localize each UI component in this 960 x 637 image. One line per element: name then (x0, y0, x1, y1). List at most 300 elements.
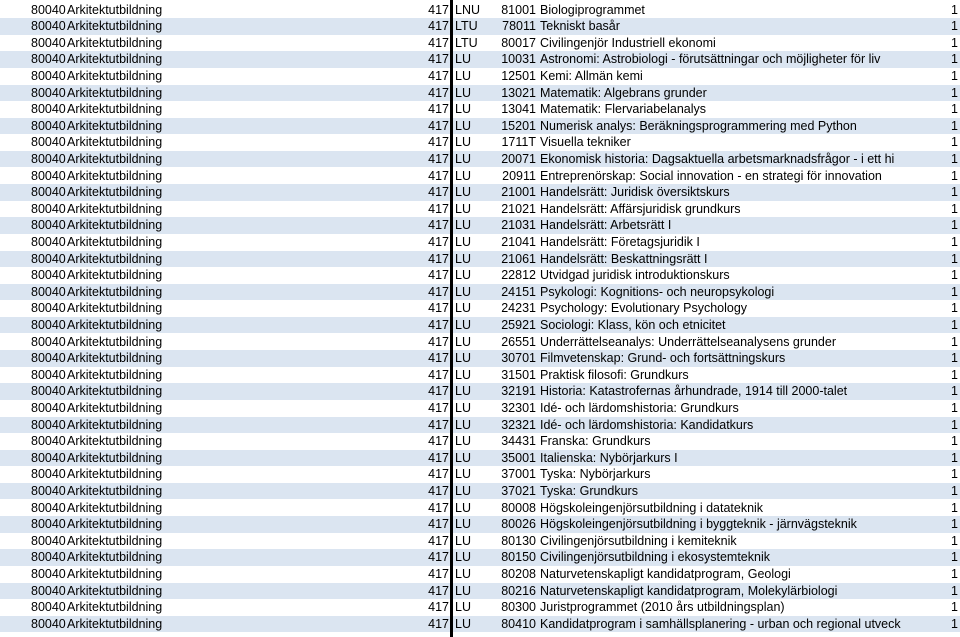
row-number[interactable]: 417 (428, 35, 449, 50)
row-course-name[interactable]: Italienska: Nybörjarkurs I (540, 450, 678, 465)
row-code[interactable]: 80040 (31, 334, 66, 349)
row-university[interactable]: LU (455, 417, 471, 432)
row-count[interactable]: 1 (951, 218, 958, 233)
row-course-name[interactable]: Tyska: Nybörjarkurs (540, 467, 651, 482)
row-count[interactable]: 1 (951, 19, 958, 34)
row-program[interactable]: Arkitektutbildning (67, 483, 163, 498)
row-program[interactable]: Arkitektutbildning (67, 118, 163, 133)
row-course-code[interactable]: 80026 (501, 517, 536, 532)
row-university[interactable]: LU (455, 467, 471, 482)
table-row[interactable] (0, 334, 960, 351)
row-number[interactable]: 417 (428, 185, 449, 200)
row-university[interactable]: LU (455, 168, 471, 183)
row-number[interactable]: 417 (428, 500, 449, 515)
row-number[interactable]: 417 (428, 135, 449, 150)
row-university[interactable]: LU (455, 533, 471, 548)
row-number[interactable]: 417 (428, 151, 449, 166)
row-course-name[interactable]: Historia: Katastrofernas århundrade, 1914 till 2000-talet (540, 384, 848, 399)
row-course-code[interactable]: 81001 (501, 2, 536, 17)
row-number[interactable]: 417 (428, 201, 449, 216)
row-course-name[interactable]: Numerisk analys: Beräkningsprogrammering med Python (540, 118, 857, 133)
table-row[interactable] (0, 300, 960, 317)
row-course-name[interactable]: Matematik: Flervariabelanalys (540, 102, 707, 117)
row-program[interactable]: Arkitektutbildning (67, 52, 163, 67)
row-course-code[interactable]: 35001 (501, 450, 536, 465)
row-university[interactable]: LU (455, 384, 471, 399)
row-program[interactable]: Arkitektutbildning (67, 284, 163, 299)
row-course-name[interactable]: Idé- och lärdomshistoria: Kandidatkurs (540, 417, 754, 432)
table-row[interactable] (0, 549, 960, 566)
row-course-name[interactable]: Idé- och lärdomshistoria: Grundkurs (540, 400, 739, 415)
row-number[interactable]: 417 (428, 52, 449, 67)
row-course-name[interactable]: Handelsrätt: Arbetsrätt I (540, 218, 672, 233)
row-number[interactable]: 417 (428, 234, 449, 249)
row-count[interactable]: 1 (951, 351, 958, 366)
row-course-name[interactable]: Handelsrätt: Beskattningsrätt I (540, 251, 708, 266)
row-number[interactable]: 417 (428, 450, 449, 465)
row-count[interactable]: 1 (951, 151, 958, 166)
row-count[interactable]: 1 (951, 334, 958, 349)
row-university[interactable]: LU (455, 550, 471, 565)
row-code[interactable]: 80040 (31, 483, 66, 498)
row-count[interactable]: 1 (951, 68, 958, 83)
row-number[interactable]: 417 (428, 550, 449, 565)
row-university[interactable]: LU (455, 85, 471, 100)
row-course-code[interactable]: 10031 (501, 52, 536, 67)
row-program[interactable]: Arkitektutbildning (67, 19, 163, 34)
row-course-name[interactable]: Visuella tekniker (540, 135, 631, 150)
row-course-code[interactable]: 80208 (501, 566, 536, 581)
table-row[interactable] (0, 184, 960, 201)
row-count[interactable]: 1 (951, 566, 958, 581)
row-university[interactable]: LU (455, 517, 471, 532)
row-university[interactable]: LU (455, 483, 471, 498)
row-code[interactable]: 80040 (31, 218, 66, 233)
row-code[interactable]: 80040 (31, 533, 66, 548)
row-university[interactable]: LU (455, 367, 471, 382)
row-university[interactable]: LU (455, 251, 471, 266)
table-row[interactable] (0, 400, 960, 417)
row-number[interactable]: 417 (428, 616, 449, 631)
row-count[interactable]: 1 (951, 118, 958, 133)
row-number[interactable]: 417 (428, 85, 449, 100)
row-code[interactable]: 80040 (31, 450, 66, 465)
row-number[interactable]: 417 (428, 251, 449, 266)
table-row[interactable] (0, 317, 960, 334)
row-program[interactable]: Arkitektutbildning (67, 102, 163, 117)
row-program[interactable]: Arkitektutbildning (67, 168, 163, 183)
row-course-code[interactable]: 22812 (501, 268, 536, 283)
row-university[interactable]: LU (455, 351, 471, 366)
row-count[interactable]: 1 (951, 600, 958, 615)
table-row[interactable] (0, 483, 960, 500)
row-number[interactable]: 417 (428, 334, 449, 349)
table-row[interactable] (0, 251, 960, 268)
row-course-name[interactable]: Högskoleingenjörsutbildning i byggteknik - järnvägsteknik (540, 517, 857, 532)
row-course-name[interactable]: Naturvetenskapligt kandidatprogram, Molekylärbiologi (540, 583, 838, 598)
table-row[interactable] (0, 533, 960, 550)
row-count[interactable]: 1 (951, 85, 958, 100)
row-program[interactable]: Arkitektutbildning (67, 268, 163, 283)
row-code[interactable]: 80040 (31, 417, 66, 432)
row-count[interactable]: 1 (951, 400, 958, 415)
table-row[interactable] (0, 466, 960, 483)
row-code[interactable]: 80040 (31, 251, 66, 266)
row-count[interactable]: 1 (951, 417, 958, 432)
row-course-name[interactable]: Biologiprogrammet (540, 2, 645, 17)
row-count[interactable]: 1 (951, 268, 958, 283)
row-number[interactable]: 417 (428, 384, 449, 399)
row-count[interactable]: 1 (951, 35, 958, 50)
table-row[interactable] (0, 583, 960, 600)
row-course-code[interactable]: 80017 (501, 35, 536, 50)
row-code[interactable]: 80040 (31, 351, 66, 366)
row-number[interactable]: 417 (428, 483, 449, 498)
row-program[interactable]: Arkitektutbildning (67, 251, 163, 266)
row-course-name[interactable]: Underrättelseanalys: Underrättelseanalysens grunder (540, 334, 836, 349)
row-count[interactable]: 1 (951, 234, 958, 249)
row-course-name[interactable]: Astronomi: Astrobiologi - förutsättningar och möjligheter för liv (540, 52, 881, 67)
row-program[interactable]: Arkitektutbildning (67, 450, 163, 465)
row-count[interactable]: 1 (951, 135, 958, 150)
row-course-code[interactable]: 80130 (501, 533, 536, 548)
row-number[interactable]: 417 (428, 2, 449, 17)
row-count[interactable]: 1 (951, 251, 958, 266)
row-program[interactable]: Arkitektutbildning (67, 566, 163, 581)
table-row[interactable] (0, 350, 960, 367)
table-row[interactable] (0, 433, 960, 450)
row-program[interactable]: Arkitektutbildning (67, 135, 163, 150)
row-count[interactable]: 1 (951, 550, 958, 565)
row-university[interactable]: LU (455, 68, 471, 83)
row-code[interactable]: 80040 (31, 550, 66, 565)
row-university[interactable]: LU (455, 450, 471, 465)
row-number[interactable]: 417 (428, 566, 449, 581)
row-university[interactable]: LU (455, 284, 471, 299)
row-code[interactable]: 80040 (31, 85, 66, 100)
row-course-code[interactable]: 34431 (501, 434, 536, 449)
row-course-name[interactable]: Tyska: Grundkurs (540, 483, 638, 498)
row-course-name[interactable]: Civilingenjör Industriell ekonomi (540, 35, 716, 50)
row-university[interactable]: LU (455, 201, 471, 216)
row-course-name[interactable]: Kandidatprogram i samhällsplanering - urban och regional utveck (540, 616, 901, 631)
row-program[interactable]: Arkitektutbildning (67, 351, 163, 366)
row-university[interactable]: LU (455, 151, 471, 166)
row-code[interactable]: 80040 (31, 517, 66, 532)
row-code[interactable]: 80040 (31, 185, 66, 200)
row-university[interactable]: LU (455, 566, 471, 581)
row-course-code[interactable]: 15201 (501, 118, 536, 133)
row-count[interactable]: 1 (951, 483, 958, 498)
row-number[interactable]: 417 (428, 367, 449, 382)
row-code[interactable]: 80040 (31, 367, 66, 382)
table-row[interactable] (0, 118, 960, 135)
row-code[interactable]: 80040 (31, 434, 66, 449)
row-course-code[interactable]: 24231 (501, 301, 536, 316)
row-course-code[interactable]: 32191 (501, 384, 536, 399)
row-count[interactable]: 1 (951, 284, 958, 299)
row-program[interactable]: Arkitektutbildning (67, 334, 163, 349)
row-code[interactable]: 80040 (31, 135, 66, 150)
row-count[interactable]: 1 (951, 201, 958, 216)
row-number[interactable]: 417 (428, 351, 449, 366)
row-course-name[interactable]: Entreprenörskap: Social innovation - en strategi för innovation (540, 168, 882, 183)
row-count[interactable]: 1 (951, 301, 958, 316)
row-program[interactable]: Arkitektutbildning (67, 400, 163, 415)
row-code[interactable]: 80040 (31, 583, 66, 598)
row-course-code[interactable]: 21001 (501, 185, 536, 200)
row-university[interactable]: LU (455, 434, 471, 449)
row-number[interactable]: 417 (428, 600, 449, 615)
row-number[interactable]: 417 (428, 533, 449, 548)
row-count[interactable]: 1 (951, 450, 958, 465)
row-university[interactable]: LNU (455, 2, 481, 17)
table-row[interactable] (0, 566, 960, 583)
row-number[interactable]: 417 (428, 19, 449, 34)
row-program[interactable]: Arkitektutbildning (67, 533, 163, 548)
row-course-code[interactable]: 1711T (501, 135, 536, 150)
row-count[interactable]: 1 (951, 102, 958, 117)
row-course-name[interactable]: Handelsrätt: Företagsjuridik I (540, 234, 700, 249)
row-course-code[interactable]: 20911 (502, 168, 536, 183)
row-count[interactable]: 1 (951, 517, 958, 532)
row-program[interactable]: Arkitektutbildning (67, 218, 163, 233)
row-course-name[interactable]: Psychology: Evolutionary Psychology (540, 301, 748, 316)
row-course-name[interactable]: Handelsrätt: Juridisk översiktskurs (540, 185, 730, 200)
row-program[interactable]: Arkitektutbildning (67, 201, 163, 216)
row-code[interactable]: 80040 (31, 52, 66, 67)
row-code[interactable]: 80040 (31, 566, 66, 581)
row-code[interactable]: 80040 (31, 400, 66, 415)
table-row[interactable] (0, 51, 960, 68)
row-university[interactable]: LU (455, 135, 471, 150)
row-course-name[interactable]: Praktisk filosofi: Grundkurs (540, 367, 689, 382)
table-row[interactable] (0, 599, 960, 616)
table-row[interactable] (0, 284, 960, 301)
row-number[interactable]: 417 (428, 68, 449, 83)
row-course-name[interactable]: Kemi: Allmän kemi (540, 68, 643, 83)
row-code[interactable]: 80040 (31, 284, 66, 299)
row-course-name[interactable]: Civilingenjörsutbildning i kemiteknik (540, 533, 737, 548)
row-course-name[interactable]: Handelsrätt: Affärsjuridisk grundkurs (540, 201, 741, 216)
row-number[interactable]: 417 (428, 118, 449, 133)
row-program[interactable]: Arkitektutbildning (67, 151, 163, 166)
row-number[interactable]: 417 (428, 434, 449, 449)
row-count[interactable]: 1 (951, 533, 958, 548)
row-program[interactable]: Arkitektutbildning (67, 301, 163, 316)
row-course-name[interactable]: Ekonomisk historia: Dagsaktuella arbetsmarknadsfrågor - i ett hi (540, 151, 895, 166)
row-course-code[interactable]: 80008 (501, 500, 536, 515)
table-row[interactable] (0, 367, 960, 384)
row-course-code[interactable]: 13021 (501, 85, 536, 100)
table-row[interactable] (0, 2, 960, 19)
row-number[interactable]: 417 (428, 301, 449, 316)
row-code[interactable]: 80040 (31, 201, 66, 216)
row-university[interactable]: LU (455, 317, 471, 332)
row-number[interactable]: 417 (428, 268, 449, 283)
row-course-name[interactable]: Franska: Grundkurs (540, 434, 651, 449)
row-university[interactable]: LU (455, 102, 471, 117)
row-count[interactable]: 1 (951, 384, 958, 399)
row-university[interactable]: LU (455, 268, 471, 283)
row-code[interactable]: 80040 (31, 301, 66, 316)
row-code[interactable]: 80040 (31, 500, 66, 515)
row-number[interactable]: 417 (428, 168, 449, 183)
row-course-code[interactable]: 25921 (501, 317, 536, 332)
table-row[interactable] (0, 151, 960, 168)
row-count[interactable]: 1 (951, 185, 958, 200)
row-code[interactable]: 80040 (31, 118, 66, 133)
table-row[interactable] (0, 234, 960, 251)
row-count[interactable]: 1 (951, 500, 958, 515)
row-course-name[interactable]: Tekniskt basår (540, 19, 620, 34)
row-program[interactable]: Arkitektutbildning (67, 600, 163, 615)
row-code[interactable]: 80040 (31, 35, 66, 50)
row-course-code[interactable]: 37021 (501, 483, 536, 498)
row-university[interactable]: LTU (455, 19, 478, 34)
row-code[interactable]: 80040 (31, 2, 66, 17)
table-row[interactable] (0, 134, 960, 151)
row-university[interactable]: LU (455, 118, 471, 133)
row-number[interactable]: 417 (428, 102, 449, 117)
row-program[interactable]: Arkitektutbildning (67, 2, 163, 17)
table-row[interactable] (0, 35, 960, 52)
row-count[interactable]: 1 (951, 52, 958, 67)
row-course-name[interactable]: Utvidgad juridisk introduktionskurs (540, 268, 730, 283)
row-number[interactable]: 417 (428, 400, 449, 415)
row-number[interactable]: 417 (428, 467, 449, 482)
row-course-code[interactable]: 24151 (501, 284, 536, 299)
row-number[interactable]: 417 (428, 317, 449, 332)
row-university[interactable]: LU (455, 301, 471, 316)
row-course-code[interactable]: 21061 (501, 251, 536, 266)
table-row[interactable] (0, 168, 960, 185)
table-row[interactable] (0, 85, 960, 102)
row-code[interactable]: 80040 (31, 600, 66, 615)
row-course-code[interactable]: 80300 (501, 600, 536, 615)
table-row[interactable] (0, 500, 960, 517)
row-university[interactable]: LU (455, 583, 471, 598)
table-row[interactable] (0, 68, 960, 85)
row-program[interactable]: Arkitektutbildning (67, 367, 163, 382)
row-course-code[interactable]: 80410 (501, 616, 536, 631)
table-row[interactable] (0, 217, 960, 234)
row-count[interactable]: 1 (951, 434, 958, 449)
row-course-code[interactable]: 26551 (501, 334, 536, 349)
row-university[interactable]: LU (455, 234, 471, 249)
row-course-code[interactable]: 13041 (501, 102, 536, 117)
row-program[interactable]: Arkitektutbildning (67, 185, 163, 200)
row-course-code[interactable]: 78011 (502, 19, 536, 34)
table-row[interactable] (0, 18, 960, 35)
row-course-name[interactable]: Sociologi: Klass, kön och etnicitet (540, 317, 726, 332)
row-code[interactable]: 80040 (31, 168, 66, 183)
row-course-code[interactable]: 31501 (501, 367, 536, 382)
row-program[interactable]: Arkitektutbildning (67, 550, 163, 565)
row-university[interactable]: LU (455, 185, 471, 200)
row-course-code[interactable]: 20071 (501, 151, 536, 166)
row-code[interactable]: 80040 (31, 384, 66, 399)
row-course-code[interactable]: 37001 (501, 467, 536, 482)
row-program[interactable]: Arkitektutbildning (67, 583, 163, 598)
row-program[interactable]: Arkitektutbildning (67, 517, 163, 532)
row-count[interactable]: 1 (951, 317, 958, 332)
row-program[interactable]: Arkitektutbildning (67, 434, 163, 449)
row-number[interactable]: 417 (428, 583, 449, 598)
row-university[interactable]: LU (455, 400, 471, 415)
row-course-code[interactable]: 32301 (501, 400, 536, 415)
row-count[interactable]: 1 (951, 168, 958, 183)
row-university[interactable]: LU (455, 52, 471, 67)
row-course-code[interactable]: 80150 (501, 550, 536, 565)
row-code[interactable]: 80040 (31, 616, 66, 631)
row-code[interactable]: 80040 (31, 234, 66, 249)
table-row[interactable] (0, 516, 960, 533)
row-code[interactable]: 80040 (31, 19, 66, 34)
row-course-code[interactable]: 21021 (501, 201, 536, 216)
row-course-code[interactable]: 80216 (501, 583, 536, 598)
row-code[interactable]: 80040 (31, 102, 66, 117)
row-course-name[interactable]: Civilingenjörsutbildning i ekosystemteknik (540, 550, 770, 565)
row-university[interactable]: LU (455, 600, 471, 615)
row-program[interactable]: Arkitektutbildning (67, 85, 163, 100)
row-program[interactable]: Arkitektutbildning (67, 616, 163, 631)
row-course-code[interactable]: 21041 (501, 234, 536, 249)
row-course-name[interactable]: Naturvetenskapligt kandidatprogram, Geologi (540, 566, 791, 581)
row-count[interactable]: 1 (951, 467, 958, 482)
row-program[interactable]: Arkitektutbildning (67, 500, 163, 515)
row-course-code[interactable]: 30701 (501, 351, 536, 366)
row-code[interactable]: 80040 (31, 151, 66, 166)
row-code[interactable]: 80040 (31, 268, 66, 283)
row-university[interactable]: LU (455, 218, 471, 233)
row-number[interactable]: 417 (428, 284, 449, 299)
row-program[interactable]: Arkitektutbildning (67, 417, 163, 432)
table-row[interactable] (0, 417, 960, 434)
row-number[interactable]: 417 (428, 218, 449, 233)
table-row[interactable] (0, 267, 960, 284)
row-program[interactable]: Arkitektutbildning (67, 35, 163, 50)
table-row[interactable] (0, 101, 960, 118)
row-code[interactable]: 80040 (31, 68, 66, 83)
row-program[interactable]: Arkitektutbildning (67, 384, 163, 399)
row-course-name[interactable]: Högskoleingenjörsutbildning i datateknik (540, 500, 764, 515)
row-course-name[interactable]: Juristprogrammet (2010 års utbildningsplan) (540, 600, 785, 615)
row-course-code[interactable]: 32321 (501, 417, 536, 432)
row-count[interactable]: 1 (951, 2, 958, 17)
row-number[interactable]: 417 (428, 417, 449, 432)
row-count[interactable]: 1 (951, 616, 958, 631)
row-program[interactable]: Arkitektutbildning (67, 234, 163, 249)
row-university[interactable]: LU (455, 334, 471, 349)
row-program[interactable]: Arkitektutbildning (67, 317, 163, 332)
row-count[interactable]: 1 (951, 367, 958, 382)
table-row[interactable] (0, 450, 960, 467)
row-university[interactable]: LU (455, 500, 471, 515)
row-code[interactable]: 80040 (31, 317, 66, 332)
row-university[interactable]: LTU (455, 35, 478, 50)
row-course-name[interactable]: Matematik: Algebrans grunder (540, 85, 707, 100)
row-program[interactable]: Arkitektutbildning (67, 467, 163, 482)
table-row[interactable] (0, 383, 960, 400)
row-code[interactable]: 80040 (31, 467, 66, 482)
table-row[interactable] (0, 616, 960, 633)
row-course-name[interactable]: Filmvetenskap: Grund- och fortsättningskurs (540, 351, 786, 366)
row-program[interactable]: Arkitektutbildning (67, 68, 163, 83)
row-course-code[interactable]: 12501 (501, 68, 536, 83)
row-course-name[interactable]: Psykologi: Kognitions- och neuropsykologi (540, 284, 775, 299)
row-count[interactable]: 1 (951, 583, 958, 598)
